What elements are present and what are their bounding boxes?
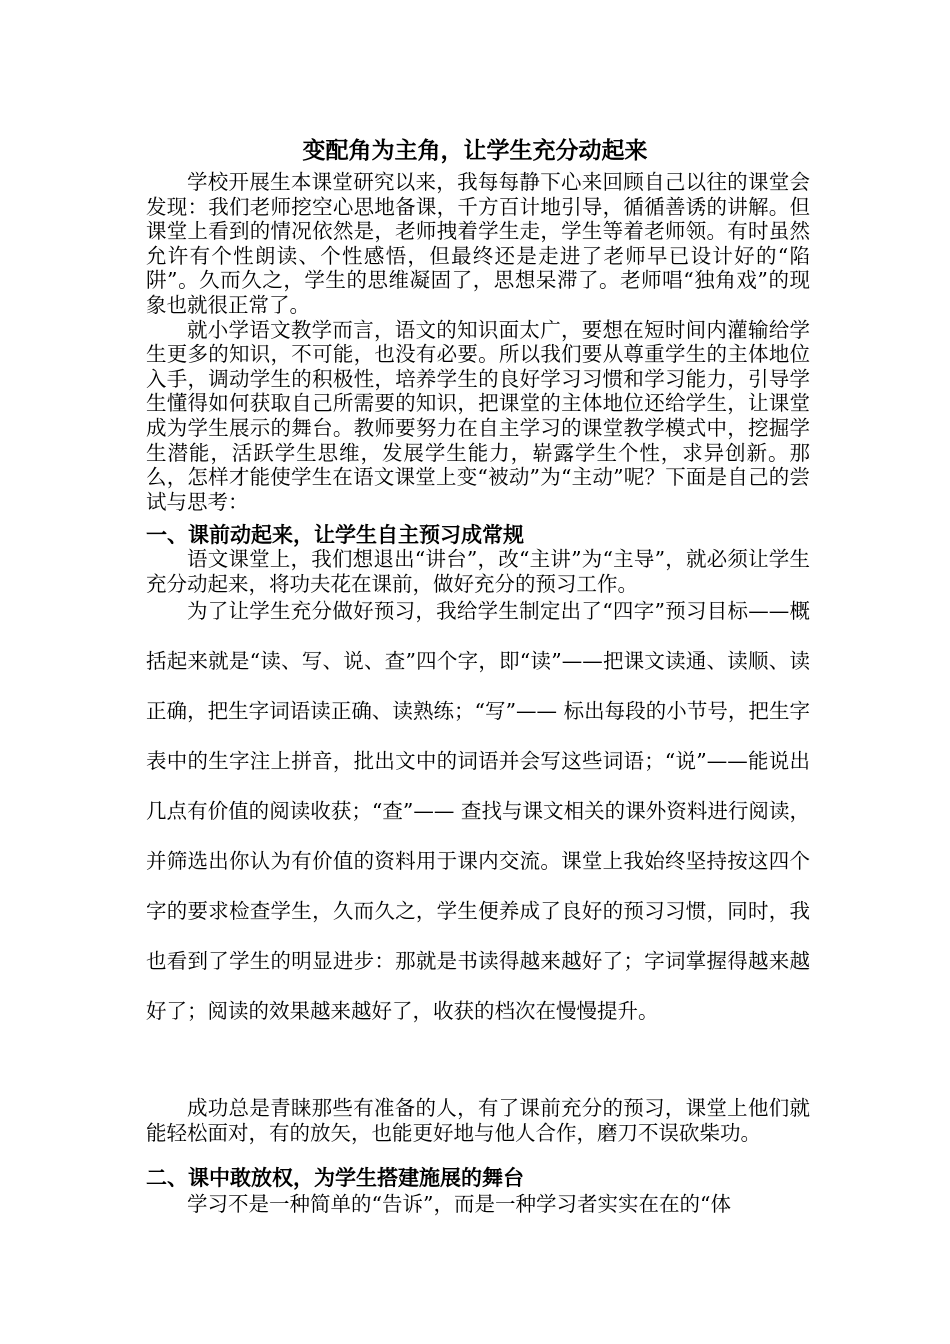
paragraph-3: 语文课堂上，我们想退出“讲台”，改“主讲”为“主导”，就必须让学生充分动起来，将功夫花在课前，做好充分的预习工作。 — [146, 547, 810, 596]
section-heading-2: 二、课中敢放权，为学生搭建施展的舞台 — [146, 1165, 524, 1190]
paragraph-5: 成功总是青睐那些有准备的人，有了课前充分的预习，课堂上他们就能轻松面对，有的放矢，也能更好地与他人合作，磨刀不误砍柴功。 — [146, 1096, 810, 1145]
section-1-goals — [146, 586, 810, 1036]
section-2-intro — [146, 1192, 810, 1217]
document-title: 变配角为主角，让学生充分动起来 — [302, 137, 648, 164]
paragraph-1: 学校开展生本课堂研究以来，我每每静下心来回顾自己以往的课堂会发现：我们老师挖空心思地备课，千方百计地引导，循循善诱的讲解。但课堂上看到的情况依然是，老师拽着学生走，学生等着老师领。有时虽然允许有个性朗读、个性感悟，但最终还是走进了老师早已设计好的“陷阱”。久而久之，学生的思维凝固了，思想呆滞了。老师唱“独角戏”的现象也就很正常了。 — [146, 170, 810, 317]
section-1-summary — [146, 1096, 810, 1145]
paragraph-6: 学习不是一种简单的“告诉”，而是一种学习者实实在在的“体 — [187, 1192, 731, 1216]
paragraph-2: 就小学语文教学而言，语文的知识面太广，要想在短时间内灌输给学生更多的知识，不可能，也没有必要。所以我们要从尊重学生的主体地位入手，调动学生的积极性，培养学生的良好学习习惯和学习能力，引导学生懂得如何获取自己所需要的知识，把课堂的主体地位还给学生，让课堂成为学生展示的舞台。教师要努力在自主学习的课堂教学模式中，挖掘学生潜能，活跃学生思维，发展学生能力，崭露学生个性，求异创新。那么，怎样才能使学生在语文课堂上变“被动”为“主动”呢？下面是自己的尝试与思考： — [146, 317, 810, 514]
intro-section — [146, 170, 810, 514]
section-heading-1: 一、课前动起来，让学生自主预习成常规 — [146, 522, 524, 547]
paragraph-4: 为了让学生充分做好预习，我给学生制定出了“四字”预习目标——概括起来就是“读、写、说、查”四个字，即“读”——把课文读通、读顺、读正确，把生字词语读正确、读熟练；“写”—— 标出每段的小节号，把生字表中的生字注上拼音，批出文中的词语并会写这些词语；“说”——能说出几点有价值的阅读收获；“查”—— 查找与课文相关的课外资料进行阅读，并筛选出你认为有价值的资料用于课内交流。课堂上我始终坚持按这四个字的要求检查学生，久而久之，学生便养成了良好的预习习惯，同时，我也看到了学生的明显进步：那就是书读得越来越好了；字词掌握得越来越好了；阅读的效果越来越好了，收获的档次在慢慢提升。 — [146, 599, 810, 1023]
